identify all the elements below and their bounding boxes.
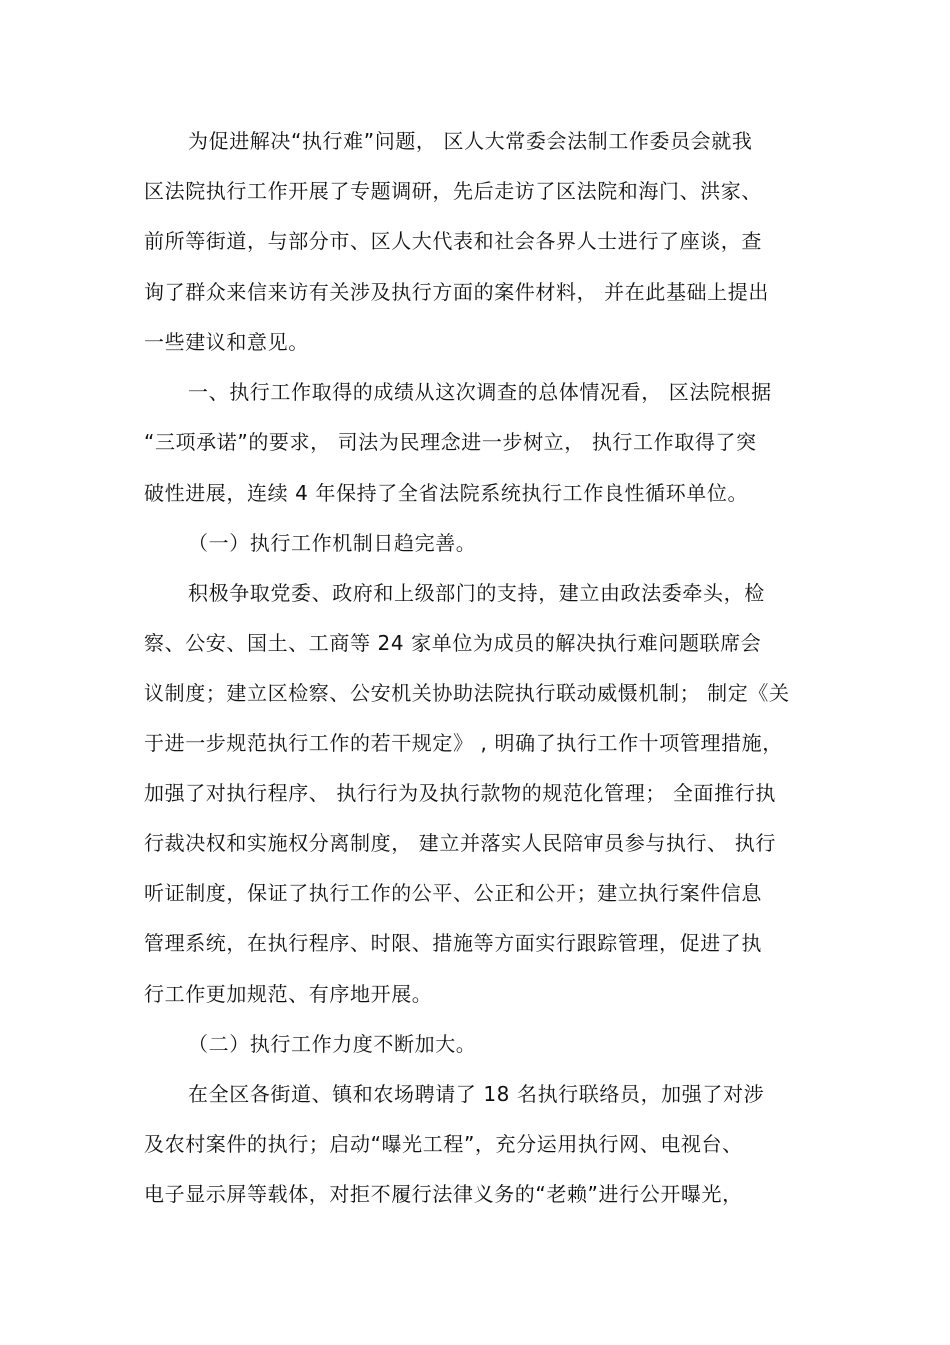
text-line-8: 破性进展，连续 4 年保持了全省法院系统执行工作良性循环单位。 xyxy=(144,481,749,505)
text-line-3: 前所等街道，与部分市、区人大代表和社会各界人士进行了座谈，查 xyxy=(144,229,762,253)
text-line-14: 加强了对执行程序、 执行行为及执行款物的规范化管理； 全面推行执 xyxy=(144,781,776,805)
text-line-1: 为促进解决“执行难”问题， 区人大常委会法制工作委员会就我 xyxy=(188,129,753,153)
text-line-22: 电子显示屏等载体，对拒不履行法律义务的“老赖”进行公开曝光， xyxy=(144,1182,743,1206)
text-line-17: 管理系统，在执行程序、时限、措施等方面实行跟踪管理，促进了执 xyxy=(144,931,762,955)
text-line-11: 察、公安、国土、工商等 24 家单位为成员的解决执行难问题联席会 xyxy=(144,631,762,655)
text-line-16: 听证制度，保证了执行工作的公平、公正和公开；建立执行案件信息 xyxy=(144,881,762,905)
subsection-heading-1: （一）执行工作机制日趋完善。 xyxy=(188,531,477,555)
text-line-7: “三项承诺”的要求， 司法为民理念进一步树立， 执行工作取得了突 xyxy=(144,430,757,454)
text-line-20: 在全区各街道、镇和农场聘请了 18 名执行联络员，加强了对涉 xyxy=(188,1082,765,1106)
text-line-5: 一些建议和意见。 xyxy=(144,330,309,354)
text-line-15: 行裁决权和实施权分离制度， 建立并落实人民陪审员参与执行、 执行 xyxy=(144,831,776,855)
text-line-21: 及农村案件的执行；启动“曝光工程”，充分运用执行网、电视台、 xyxy=(144,1132,743,1156)
text-line-12: 议制度；建立区检察、公安机关协助法院执行联动威慑机制； 制定《关 xyxy=(144,681,790,705)
text-line-2: 区法院执行工作开展了专题调研，先后走访了区法院和海门、洪家、 xyxy=(144,179,762,203)
text-line-10: 积极争取党委、政府和上级部门的支持，建立由政法委牵头，检 xyxy=(188,581,765,605)
section-heading-1: 一、执行工作取得的成绩从这次调查的总体情况看， 区法院根据 xyxy=(188,380,772,404)
text-line-18: 行工作更加规范、有序地开展。 xyxy=(144,982,433,1006)
text-line-13: 于进一步规范执行工作的若干规定》 , 明确了执行工作十项管理措施， xyxy=(144,731,783,755)
text-line-4: 询了群众来信来访有关涉及执行方面的案件材料， 并在此基础上提出 xyxy=(144,280,769,304)
subsection-heading-2: （二）执行工作力度不断加大。 xyxy=(188,1032,477,1056)
